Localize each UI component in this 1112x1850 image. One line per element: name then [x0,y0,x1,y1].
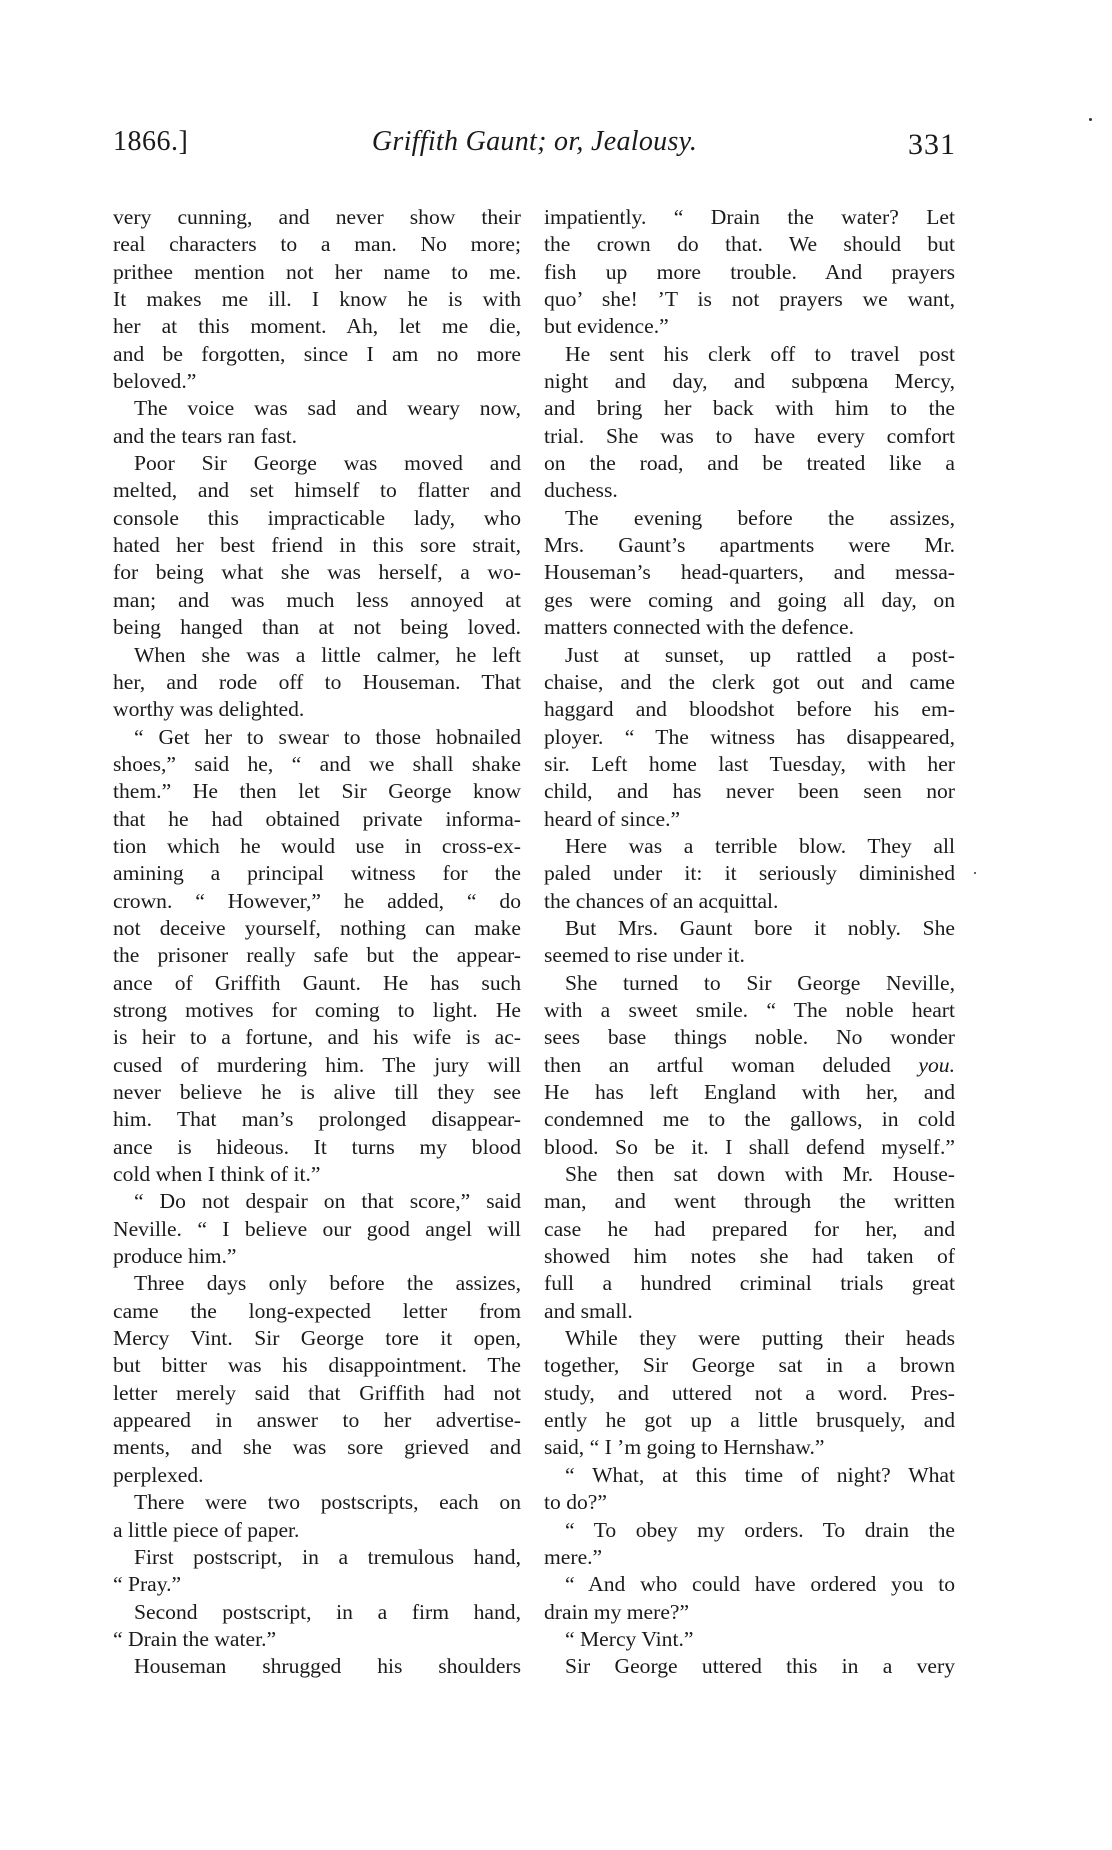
text-line [113,1270,521,1297]
text-line [113,915,521,942]
text-line-content: that he had obtained private informa- [113,806,521,831]
text-line [113,1407,521,1434]
text-line-content: haggard and bloodshot before his em- [544,697,955,722]
text-line-content: Second postscript, in a firm hand, [134,1599,521,1624]
text-line-content: and the tears ran fast. [113,423,298,448]
text-line-content: the crown do that. We should but [544,232,955,257]
text-line [113,669,521,696]
text-line [113,1599,521,1626]
text-line-content: ployer. “ The witness has disappeared, [544,724,955,749]
text-line [113,806,521,833]
text-line-content: case he had prepared for her, and [544,1216,955,1241]
text-line [113,341,521,368]
text-line [544,1352,955,1379]
text-line-content: But Mrs. Gaunt bore it nobly. She [565,915,955,940]
text-line-content: appeared in answer to her advertise- [113,1408,521,1433]
text-line-content: sir. Left home last Tuesday, with her [544,751,955,776]
text-line-content: the prisoner really safe but the appear- [113,943,521,968]
text-line [113,751,521,778]
text-line-content: tion which he would use in cross-ex- [113,833,521,858]
text-line [113,1571,521,1598]
text-line-content: Three days only before the assizes, [134,1271,521,1296]
text-line-content: ges were coming and going all day, on [544,587,955,612]
text-line [113,997,521,1024]
text-line [544,505,955,532]
text-line [113,1626,521,1653]
text-line [113,724,521,751]
text-line-content: amining a principal witness for the [113,861,521,886]
text-line [113,860,521,887]
text-line [113,1134,521,1161]
text-line-content: “ Drain the water.” [113,1626,277,1651]
text-line-content: mere.” [544,1544,603,1569]
text-line-content: very cunning, and never show their [113,205,521,229]
text-line-content: her, and rode off to Houseman. That [113,669,521,694]
text-line [544,642,955,669]
text-line [544,1161,955,1188]
text-line [113,1352,521,1379]
text-line [113,505,521,532]
text-line-content: Here was a terrible blow. They all [565,833,955,858]
text-line-content: to do?” [544,1490,607,1515]
text-line-content: the chances of an acquittal. [544,888,779,913]
text-line [113,1052,521,1079]
text-line-content: When she was a little calmer, he left [134,642,521,667]
text-line [544,1134,955,1161]
text-line [113,368,521,395]
text-line [544,1325,955,1352]
text-line-content: never believe he is alive till they see [113,1080,521,1104]
text-line-content: sees base things noble. No wonder [544,1025,955,1050]
header-year: 1866.] [113,126,189,157]
text-line [113,1434,521,1461]
text-line [113,1517,521,1544]
text-line-content: “ Do not despair on that score,” said [134,1189,521,1214]
text-line-content: crown. “ However,” he added, “ do [113,888,521,913]
text-line-content: impatiently. “ Drain the water? Let [544,205,955,229]
text-line [544,286,955,313]
text-line [113,1298,521,1325]
text-line [544,368,955,395]
text-line [544,1024,955,1051]
text-line [544,942,955,969]
text-line [544,450,955,477]
text-line-content: console this impracticable lady, who [113,505,521,530]
text-line [544,1626,955,1653]
text-line-content: worthy was delighted. [113,697,305,722]
text-line-content: “ What, at this time of night? What [565,1462,955,1487]
text-line [544,806,955,833]
text-line [544,341,955,368]
text-line [544,587,955,614]
text-line [544,1544,955,1571]
text-line-content: beloved.” [113,369,197,394]
text-line [113,286,521,313]
text-line-content: matters connected with the defence. [544,615,854,640]
text-line-content: Poor Sir George was moved and [134,451,521,476]
text-line [113,532,521,559]
text-line-content: fish up more trouble. And prayers [544,259,955,284]
text-line-content: Just at sunset, up rattled a post- [565,642,955,667]
text-line-content: chaise, and the clerk got out and came [544,669,955,694]
text-line [544,1462,955,1489]
text-line-content: for being what she was herself, a wo- [113,560,521,585]
text-line [113,1024,521,1051]
text-line [544,1653,955,1680]
text-line-content: She turned to Sir George Neville, [565,970,955,995]
text-line-content: ance is hideous. It turns my blood [113,1134,521,1159]
text-line [544,778,955,805]
text-line [544,259,955,286]
text-line [544,669,955,696]
text-line-content: being hanged than at not being loved. [113,615,521,640]
text-line-content: He has left England with her, and [544,1080,955,1104]
text-line-content: It makes me ill. I know he is with [113,287,521,312]
text-line-content: produce him.” [113,1244,237,1269]
text-line-content: Neville. “ I believe our good angel will [113,1216,521,1241]
text-line-content: letter merely said that Griffith had not [113,1380,521,1405]
scan-speck [1089,118,1092,121]
text-line [113,1106,521,1133]
text-line [544,724,955,751]
text-line-content: melted, and set himself to flatter and [113,478,521,503]
text-line-content: strong motives for coming to light. He [113,997,521,1022]
text-line-content: real characters to a man. No more; [113,232,521,257]
text-line-content: He sent his clerk off to travel post [565,341,955,366]
text-line [113,1325,521,1352]
text-line-content: and small. [544,1298,633,1323]
text-line [113,614,521,641]
text-line-content: study, and uttered not a word. Pres- [544,1380,955,1405]
text-line-content: “ Get her to swear to those hobnailed [134,724,521,749]
text-line-content: child, and has never been seen nor [544,779,955,804]
text-line [113,1188,521,1215]
text-line-content: Mrs. Gaunt’s apartments were Mr. [544,533,955,558]
italic-word: you. [918,1052,955,1077]
text-line [113,696,521,723]
text-line [544,970,955,997]
text-line-content: There were two postscripts, each on [134,1490,521,1515]
text-line-content: “ To obey my orders. To drain the [565,1517,955,1542]
text-line-content: on the road, and be treated like a [544,451,955,476]
text-line [113,1380,521,1407]
text-line [113,477,521,504]
text-line-content: them.” He then let Sir George know [113,779,521,804]
page-number: 331 [908,128,956,161]
text-line-content: Houseman’s head-quarters, and messa- [544,560,955,585]
text-line-content: perplexed. [113,1462,204,1487]
text-line [544,313,955,340]
text-line-content: but evidence.” [544,314,669,339]
text-line [544,888,955,915]
text-line [113,642,521,669]
text-line-content: cold when I think of it.” [113,1162,321,1187]
text-line-content: ments, and she was sore grieved and [113,1435,521,1460]
text-line-content: a little piece of paper. [113,1517,300,1542]
text-line [113,888,521,915]
right-text-column [544,204,955,1681]
text-line-content: “ Mercy Vint.” [565,1626,694,1651]
text-line-content: paled under it: it seriously diminished [544,861,955,886]
text-line-content: While they were putting their heads [565,1326,955,1351]
left-text-column [113,204,521,1681]
text-line-content: hated her best friend in this sore strait, [113,533,521,558]
text-line [544,1599,955,1626]
text-line [544,1298,955,1325]
text-line [544,1079,955,1106]
text-line [113,1462,521,1489]
text-line [113,559,521,586]
text-line-content: ently he got up a little brusquely, and [544,1408,955,1433]
text-line [113,395,521,422]
text-line [113,1161,521,1188]
text-line [113,450,521,477]
text-line [544,915,955,942]
text-line [544,1571,955,1598]
text-line-content: blood. So be it. I shall defend myself.” [544,1134,955,1159]
text-line [113,1544,521,1571]
running-header [113,126,956,170]
text-line-content: with a sweet smile. “ The noble heart [544,997,955,1022]
text-line-content: “ And who could have ordered you to [565,1572,955,1597]
text-line-content: but bitter was his disappointment. The [113,1353,521,1378]
text-line [544,1052,955,1079]
text-line [544,1106,955,1133]
text-line-content: not deceive yourself, nothing can make [113,915,521,940]
text-line-content: She then sat down with Mr. House- [565,1162,955,1187]
text-line [113,833,521,860]
text-line-content: Sir George uttered this in a very [565,1654,955,1679]
text-line [113,231,521,258]
text-line-content: The voice was sad and weary now, [134,396,521,421]
text-line [113,1243,521,1270]
text-line-content: prithee mention not her name to me. [113,259,521,284]
text-line-content: full a hundred criminal trials great [544,1271,955,1296]
text-line [544,696,955,723]
text-line [113,970,521,997]
text-line-content: ance of Griffith Gaunt. He has such [113,970,521,995]
text-line-content: is heir to a fortune, and his wife is ac- [113,1025,521,1050]
text-line-content: and bring her back with him to the [544,396,955,421]
text-line [113,1216,521,1243]
scan-speck [974,872,976,874]
text-line [544,231,955,258]
text-line-content: heard of since.” [544,806,681,831]
text-line-content: shoes,” said he, “ and we shall shake [113,751,521,776]
text-line [544,751,955,778]
text-line-content: drain my mere?” [544,1599,690,1624]
text-line [544,1216,955,1243]
text-line [544,1270,955,1297]
text-line [113,1079,521,1106]
text-line [544,1517,955,1544]
text-line-content: First postscript, in a tremulous hand, [134,1544,521,1569]
text-line [544,1188,955,1215]
text-line [544,997,955,1024]
text-line [544,423,955,450]
text-line-content: together, Sir George sat in a brown [544,1353,955,1378]
text-line-content: man, and went through the written [544,1189,955,1214]
text-line-content: night and day, and subpœna Mercy, [544,369,955,394]
text-line-content: came the long-expected letter from [113,1298,521,1323]
text-line [113,313,521,340]
text-line-content: Houseman shrugged his shoulders [134,1654,521,1679]
text-line-content: condemned me to the gallows, in cold [544,1107,955,1132]
text-line [544,477,955,504]
text-line [544,1489,955,1516]
text-line [544,204,955,231]
text-line [113,942,521,969]
text-line-content: seemed to rise under it. [544,943,745,968]
text-line [544,559,955,586]
text-line [544,1243,955,1270]
text-line [544,860,955,887]
text-line [544,1434,955,1461]
text-line-content: quo’ she! ’T is not prayers we want, [544,287,955,312]
text-line-content: man; and was much less annoyed at [113,587,521,612]
text-line-content: duchess. [544,478,618,503]
text-line [113,778,521,805]
text-line-content: said, “ I ’m going to Hernshaw.” [544,1435,825,1460]
text-line [113,259,521,286]
text-line [544,614,955,641]
text-line [113,423,521,450]
text-line-content: Mercy Vint. Sir George tore it open, [113,1326,521,1351]
text-line [113,587,521,614]
text-line-content: showed him notes she had taken of [544,1244,955,1269]
text-line-content: “ Pray.” [113,1572,182,1597]
text-line-content: The evening before the assizes, [565,505,955,530]
text-line [544,1407,955,1434]
text-line-content: then an artful woman deluded [544,1052,891,1077]
text-line [544,1380,955,1407]
text-line-content: trial. She was to have every comfort [544,423,955,448]
text-line [544,532,955,559]
running-title: Griffith Gaunt; or, Jealousy. [371,126,698,157]
text-line [113,1653,521,1680]
text-line-content: and be forgotten, since I am no more [113,341,521,366]
text-line [113,1489,521,1516]
text-line-content: cused of murdering him. The jury will [113,1052,521,1077]
text-line-content: her at this moment. Ah, let me die, [113,314,521,339]
text-line [544,395,955,422]
text-line [544,833,955,860]
text-line [113,204,521,231]
text-line-content: him. That man’s prolonged disappear- [113,1107,521,1132]
